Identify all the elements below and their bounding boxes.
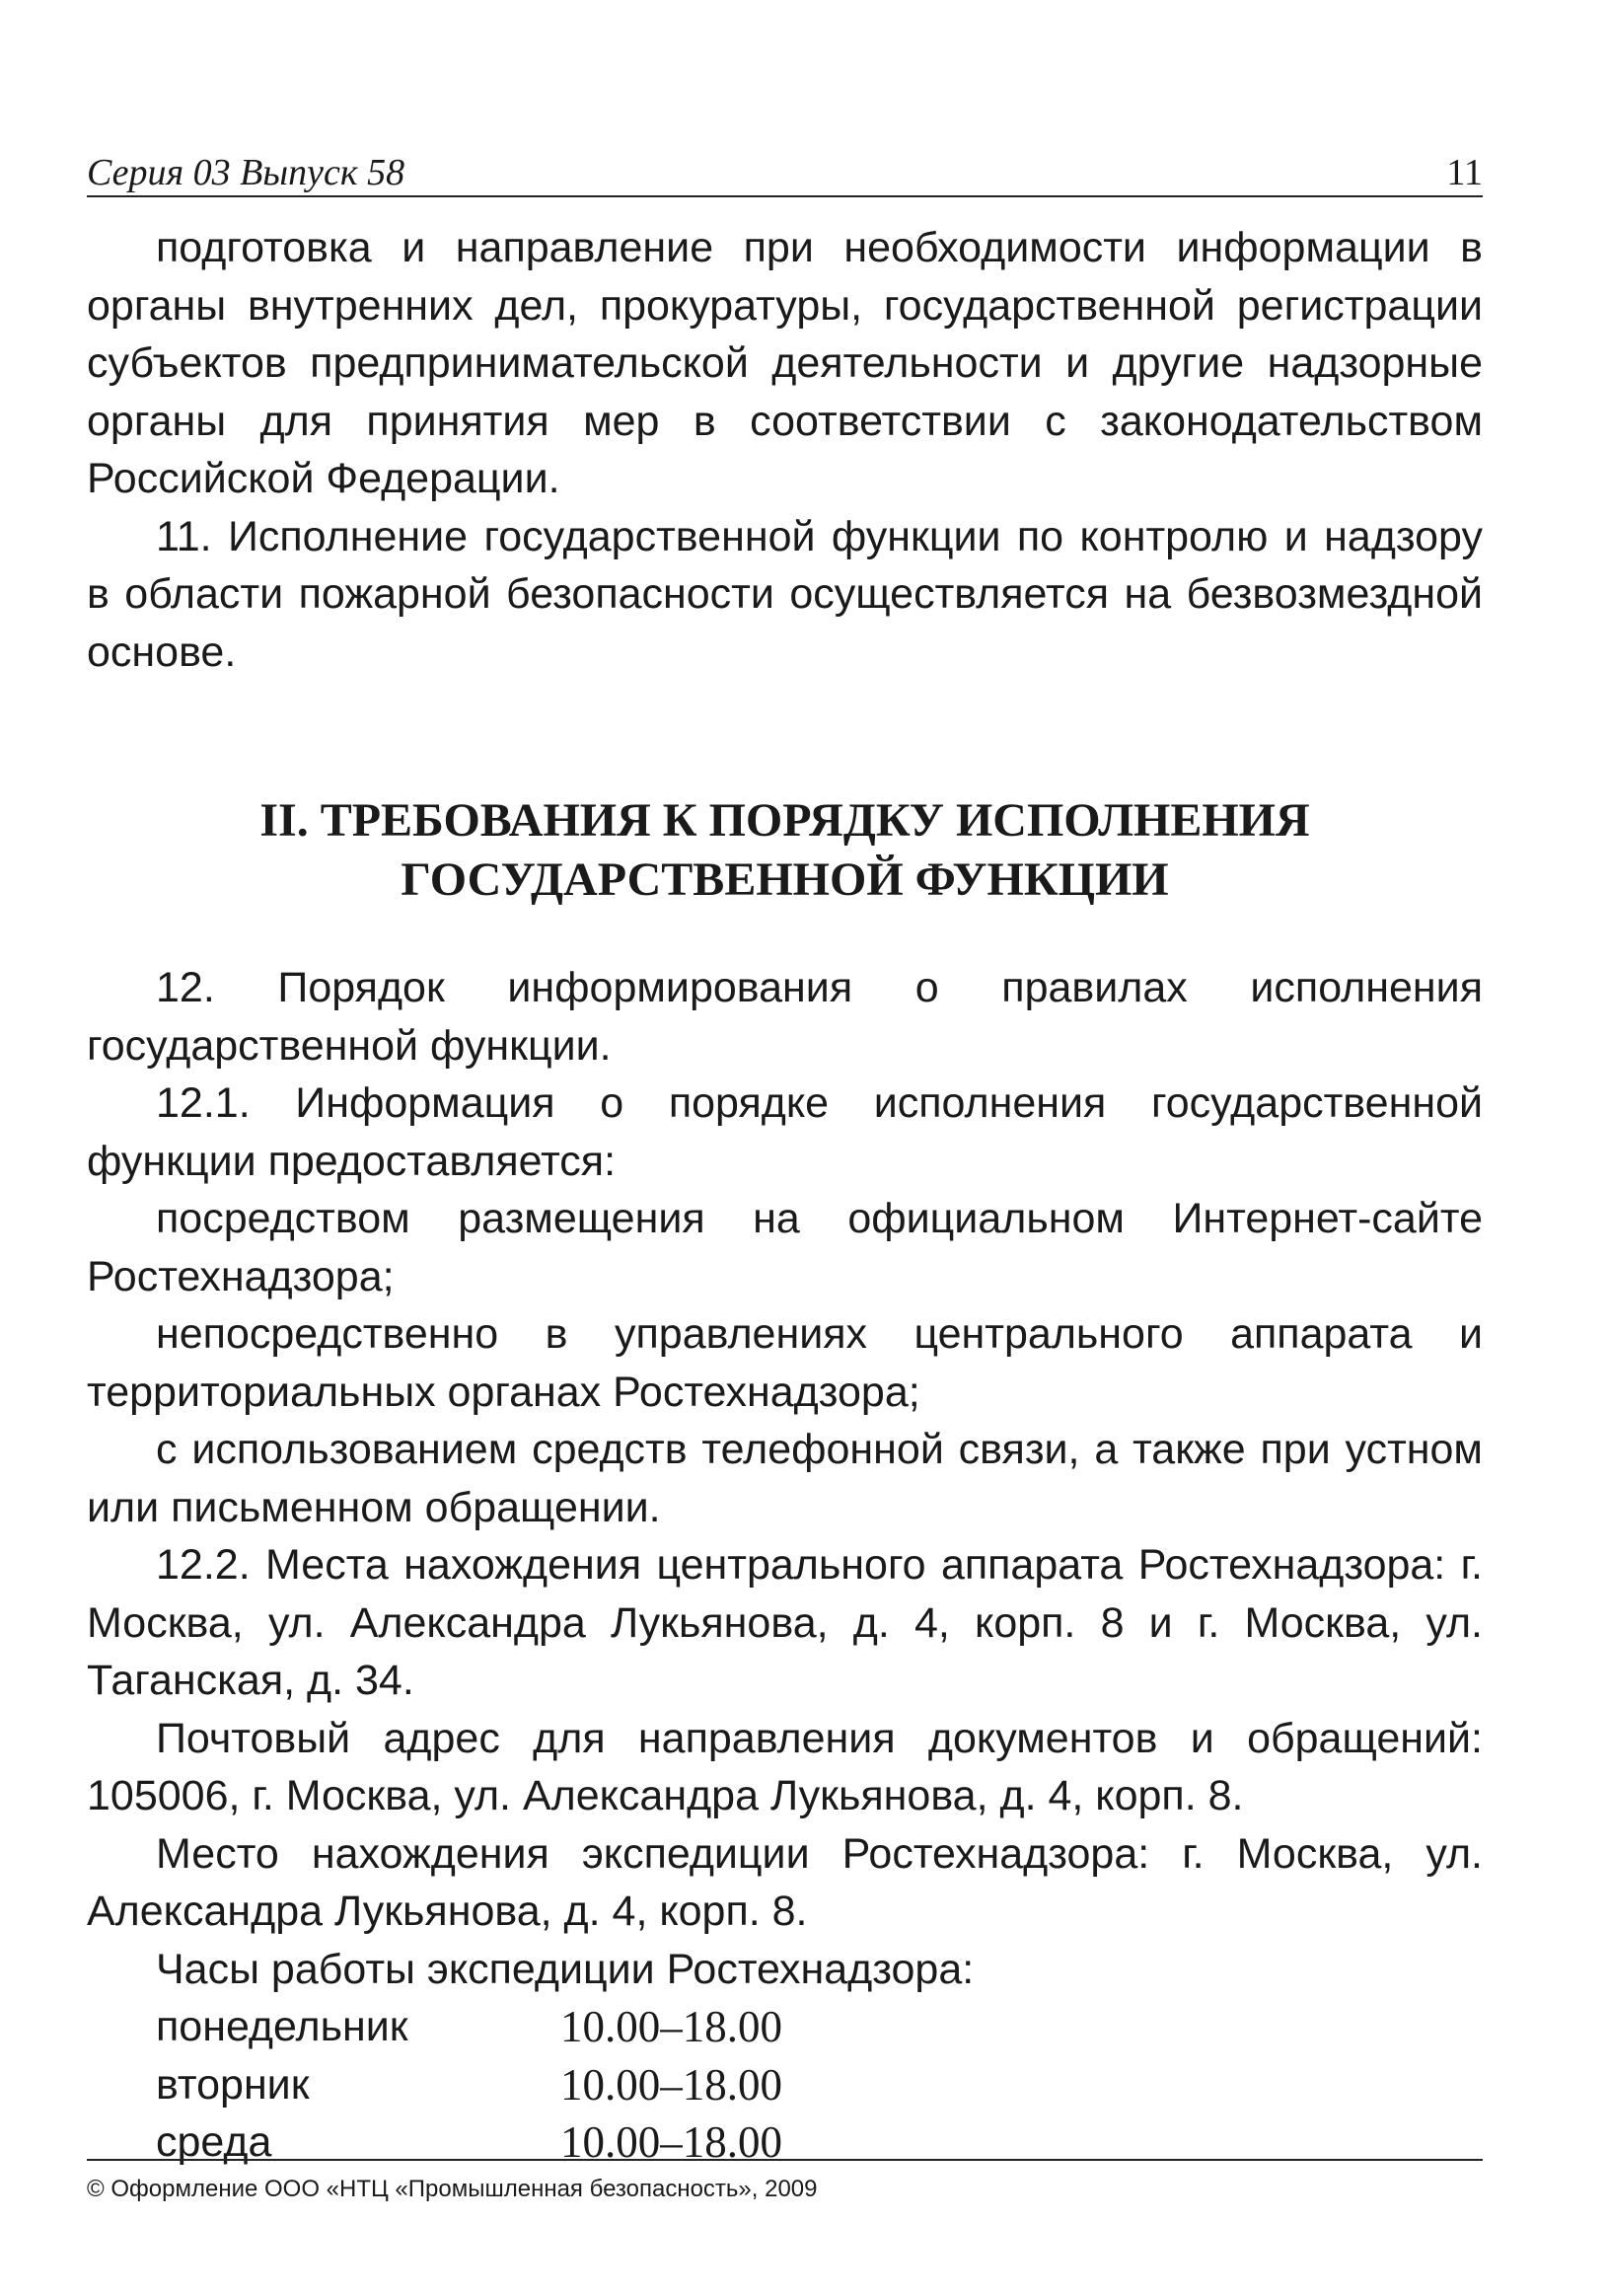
- body-text: [87, 219, 1483, 2172]
- running-header: [87, 150, 1483, 197]
- paragraph-working-hours: Часы работы экспедиции Ростехнадзора:: [156, 1945, 975, 1993]
- day-name: среда: [156, 2118, 272, 2166]
- paragraph-website: посредством размещения на официальном Интернет-сайте Ростехнадзора;: [87, 1195, 1483, 1300]
- copyright-notice: © Оформление ООО «НТЦ «Промышленная безопасность», 2009: [87, 2176, 818, 2202]
- table-row: [156, 1998, 782, 2056]
- day-hours: 10.00–18.00: [560, 2117, 782, 2167]
- section-title-line-1: II. ТРЕБОВАНИЯ К ПОРЯДКУ ИСПОЛНЕНИЯ: [259, 794, 1310, 847]
- day-hours: 10.00–18.00: [560, 2059, 782, 2110]
- paragraph-expedition-location: Место нахождения экспедиции Ростехнадзора: г. Москва, ул. Александра Лукьянова, д. 4, корп. 8.: [87, 1829, 1483, 1935]
- day-name: вторник: [156, 2060, 310, 2109]
- paragraph-continuation: подготовка и направление при необходимости информации в органы внутренних дел, прокуратуры, государственной регистрации субъектов предпринимательской деятельности и другие надзорные органы для принятия мер в соответствии с законодательством Российской Федерации.: [87, 224, 1483, 502]
- section-title-line-2: ГОСУДАРСТВЕННОЙ ФУНКЦИИ: [401, 853, 1169, 906]
- page-number: 11: [1446, 152, 1483, 193]
- paragraph-12-1: 12.1. Информация о порядке исполнения государственной функции предоставляется:: [87, 1079, 1483, 1185]
- paragraph-12: 12. Порядок информирования о правилах исполнения государственной функции.: [87, 964, 1483, 1070]
- paragraph-postal-address: Почтовый адрес для направления документов и обращений: 105006, г. Москва, ул. Александра Лукьянова, д. 4, корп. 8.: [87, 1714, 1483, 1819]
- day-name: понедельник: [156, 2003, 408, 2050]
- paragraph-12-2: 12.2. Места нахождения центрального аппарата Ростехнадзора: г. Москва, ул. Александра Лукьянова, д. 4, корп. 8 и г. Москва, ул. Таганская, д. 34.: [87, 1541, 1483, 1704]
- section-title: [87, 791, 1483, 910]
- page-footer: [87, 2159, 1483, 2204]
- table-row: [156, 2056, 782, 2114]
- series-label: Серия 03 Выпуск 58: [87, 152, 405, 193]
- paragraph-phone: с использованием средств телефонной связи, а также при устном или письменном обращении.: [87, 1426, 1483, 1531]
- paragraph-directly: непосредственно в управлениях центрального аппарата и территориальных органах Ростехнадзора;: [87, 1310, 1483, 1416]
- working-hours-table: [156, 1998, 782, 2172]
- day-hours: 10.00–18.00: [560, 2002, 782, 2051]
- paragraph-11: 11. Исполнение государственной функции по контролю и надзору в области пожарной безопасности осуществляется на безвозмездной основе.: [87, 512, 1483, 676]
